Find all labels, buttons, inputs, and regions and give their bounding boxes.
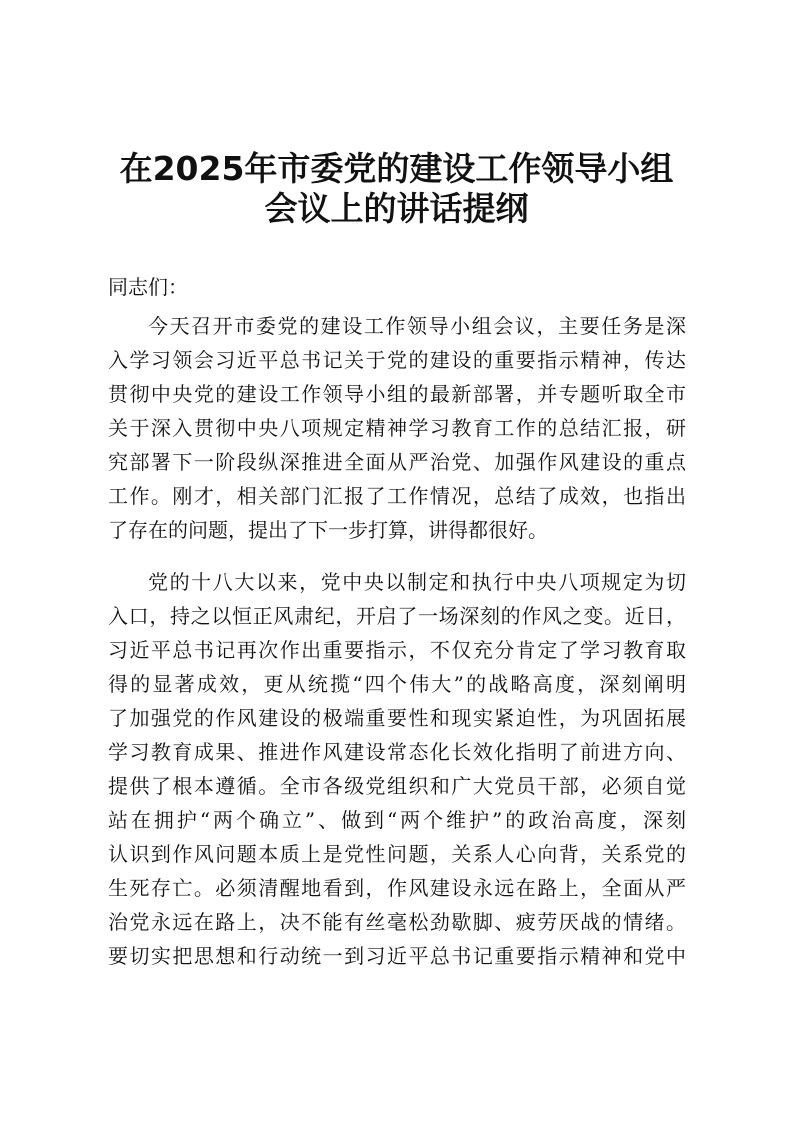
paragraph-2-line: 学习教育成果、推进作风建设常态化长效化指明了前进方向、 (108, 740, 686, 764)
paragraph-1-line: 工作。刚才，相关部门汇报了工作情况，总结了成效，也指出 (108, 484, 686, 508)
paragraph-2-line: 得的显著成效，更从统揽“四个伟大”的战略高度，深刻阐明 (108, 672, 686, 696)
paragraph-2-line: 站在拥护“两个确立”、做到“两个维护”的政治高度，深刻 (108, 808, 686, 832)
paragraph-1-line: 今天召开市委党的建设工作领导小组会议，主要任务是深 (148, 314, 686, 338)
paragraph-1-line: 究部署下一阶段纵深推进全面从严治党、加强作风建设的重点 (108, 450, 686, 474)
paragraph-2-line: 提供了根本遵循。全市各级党组织和广大党员干部，必须自觉 (108, 774, 686, 798)
paragraph-1-line: 贯彻中央党的建设工作领导小组的最新部署，并专题听取全市 (108, 382, 686, 406)
paragraph-2-line: 要切实把思想和行动统一到习近平总书记重要指示精神和党中 (108, 944, 686, 968)
document-title-line-1: 在2025年市委党的建设工作领导小组 (119, 149, 674, 188)
greeting: 同志们： (108, 275, 188, 299)
paragraph-2-line: 党的十八大以来，党中央以制定和执行中央八项规定为切 (148, 570, 686, 594)
document-title-line-2: 会议上的讲话提纲 (264, 189, 529, 228)
paragraph-2-line: 认识到作风问题本质上是党性问题，关系人心向背，关系党的 (108, 842, 686, 866)
paragraph-2-line: 习近平总书记再次作出重要指示，不仅充分肯定了学习教育取 (108, 638, 686, 662)
paragraph-2-line: 治党永远在路上，决不能有丝毫松劲歇脚、疲劳厌战的情绪。 (108, 910, 686, 934)
paragraph-1-line: 关于深入贯彻中央八项规定精神学习教育工作的总结汇报，研 (108, 416, 686, 440)
paragraph-1-line: 入学习领会习近平总书记关于党的建设的重要指示精神，传达 (108, 348, 686, 372)
paragraph-1-line: 了存在的问题，提出了下一步打算，讲得都很好。 (108, 518, 548, 542)
paragraph-2-line: 生死存亡。必须清醒地看到，作风建设永远在路上，全面从严 (108, 876, 686, 900)
paragraph-2-line: 了加强党的作风建设的极端重要性和现实紧迫性，为巩固拓展 (108, 706, 686, 730)
paragraph-2-line: 入口，持之以恒正风肃纪，开启了一场深刻的作风之变。近日， (108, 604, 686, 628)
